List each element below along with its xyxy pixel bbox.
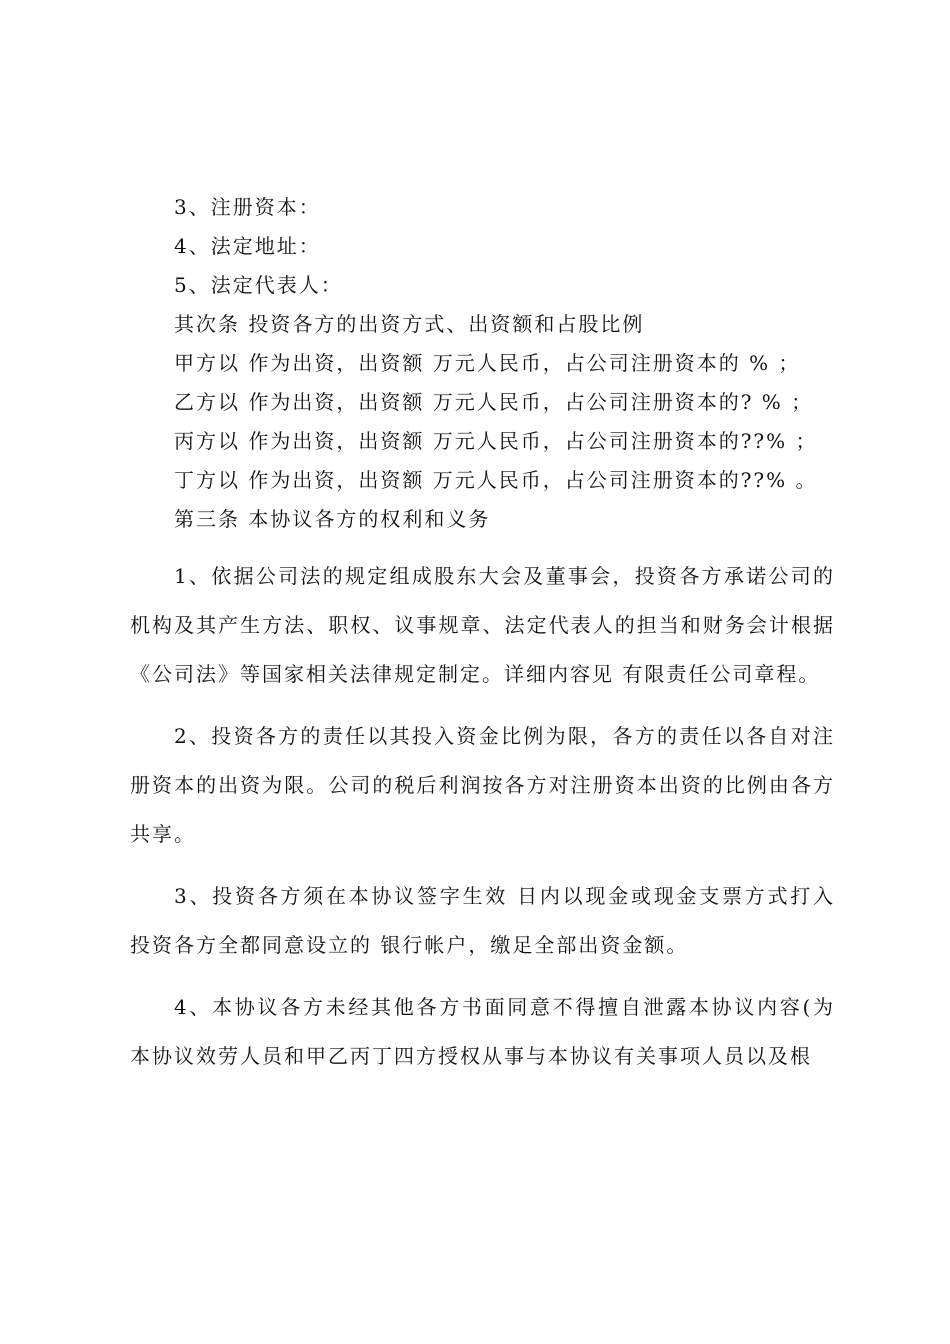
party-c-contribution: 丙方以 作为出资，出资额 万元人民币，占公司注册资本的??% ； — [174, 429, 818, 453]
paragraph-confidentiality: 4、本协议各方未经其他各方书面同意不得擅自泄露本协议内容(为本协议效劳人员和甲乙丙丁四方授权从事与本协议有关事项人员以及根 — [130, 995, 835, 1068]
article-two-heading: 其次条 投资各方的出资方式、出资额和占股比例 — [174, 312, 645, 336]
article-three-heading: 第三条 本协议各方的权利和义务 — [174, 507, 491, 531]
paragraph-capital-payment: 3、投资各方须在本协议签字生效 日内以现金或现金支票方式打入投资各方全都同意设立的 银行帐户，缴足全部出资金额。 — [130, 884, 835, 957]
party-a-contribution: 甲方以 作为出资，出资额 万元人民币，占公司注册资本的 % ； — [174, 351, 801, 375]
clause-registered-capital: 3、注册资本： — [174, 195, 321, 219]
clause-legal-address: 4、法定地址： — [174, 234, 321, 258]
document-body — [130, 188, 835, 1081]
clause-legal-representative: 5、法定代表人： — [174, 273, 343, 297]
paragraph-shareholders-board: 1、依据公司法的规定组成股东大会及董事会，投资各方承诺公司的机构及其产生方法、职权、议事规章、法定代表人的担当和财务会计根据《公司法》等国家相关法律规定制定。详细内容见 有限责任公司章程。 — [130, 564, 835, 686]
paragraph-liability: 2、投资各方的责任以其投入资金比例为限，各方的责任以各自对注册资本的出资为限。公司的税后利润按各方对注册资本出资的比例由各方共享。 — [130, 724, 835, 846]
party-d-contribution: 丁方以 作为出资，出资额 万元人民币，占公司注册资本的??% 。 — [174, 468, 818, 492]
party-b-contribution: 乙方以 作为出资，出资额 万元人民币，占公司注册资本的? % ； — [174, 390, 814, 414]
